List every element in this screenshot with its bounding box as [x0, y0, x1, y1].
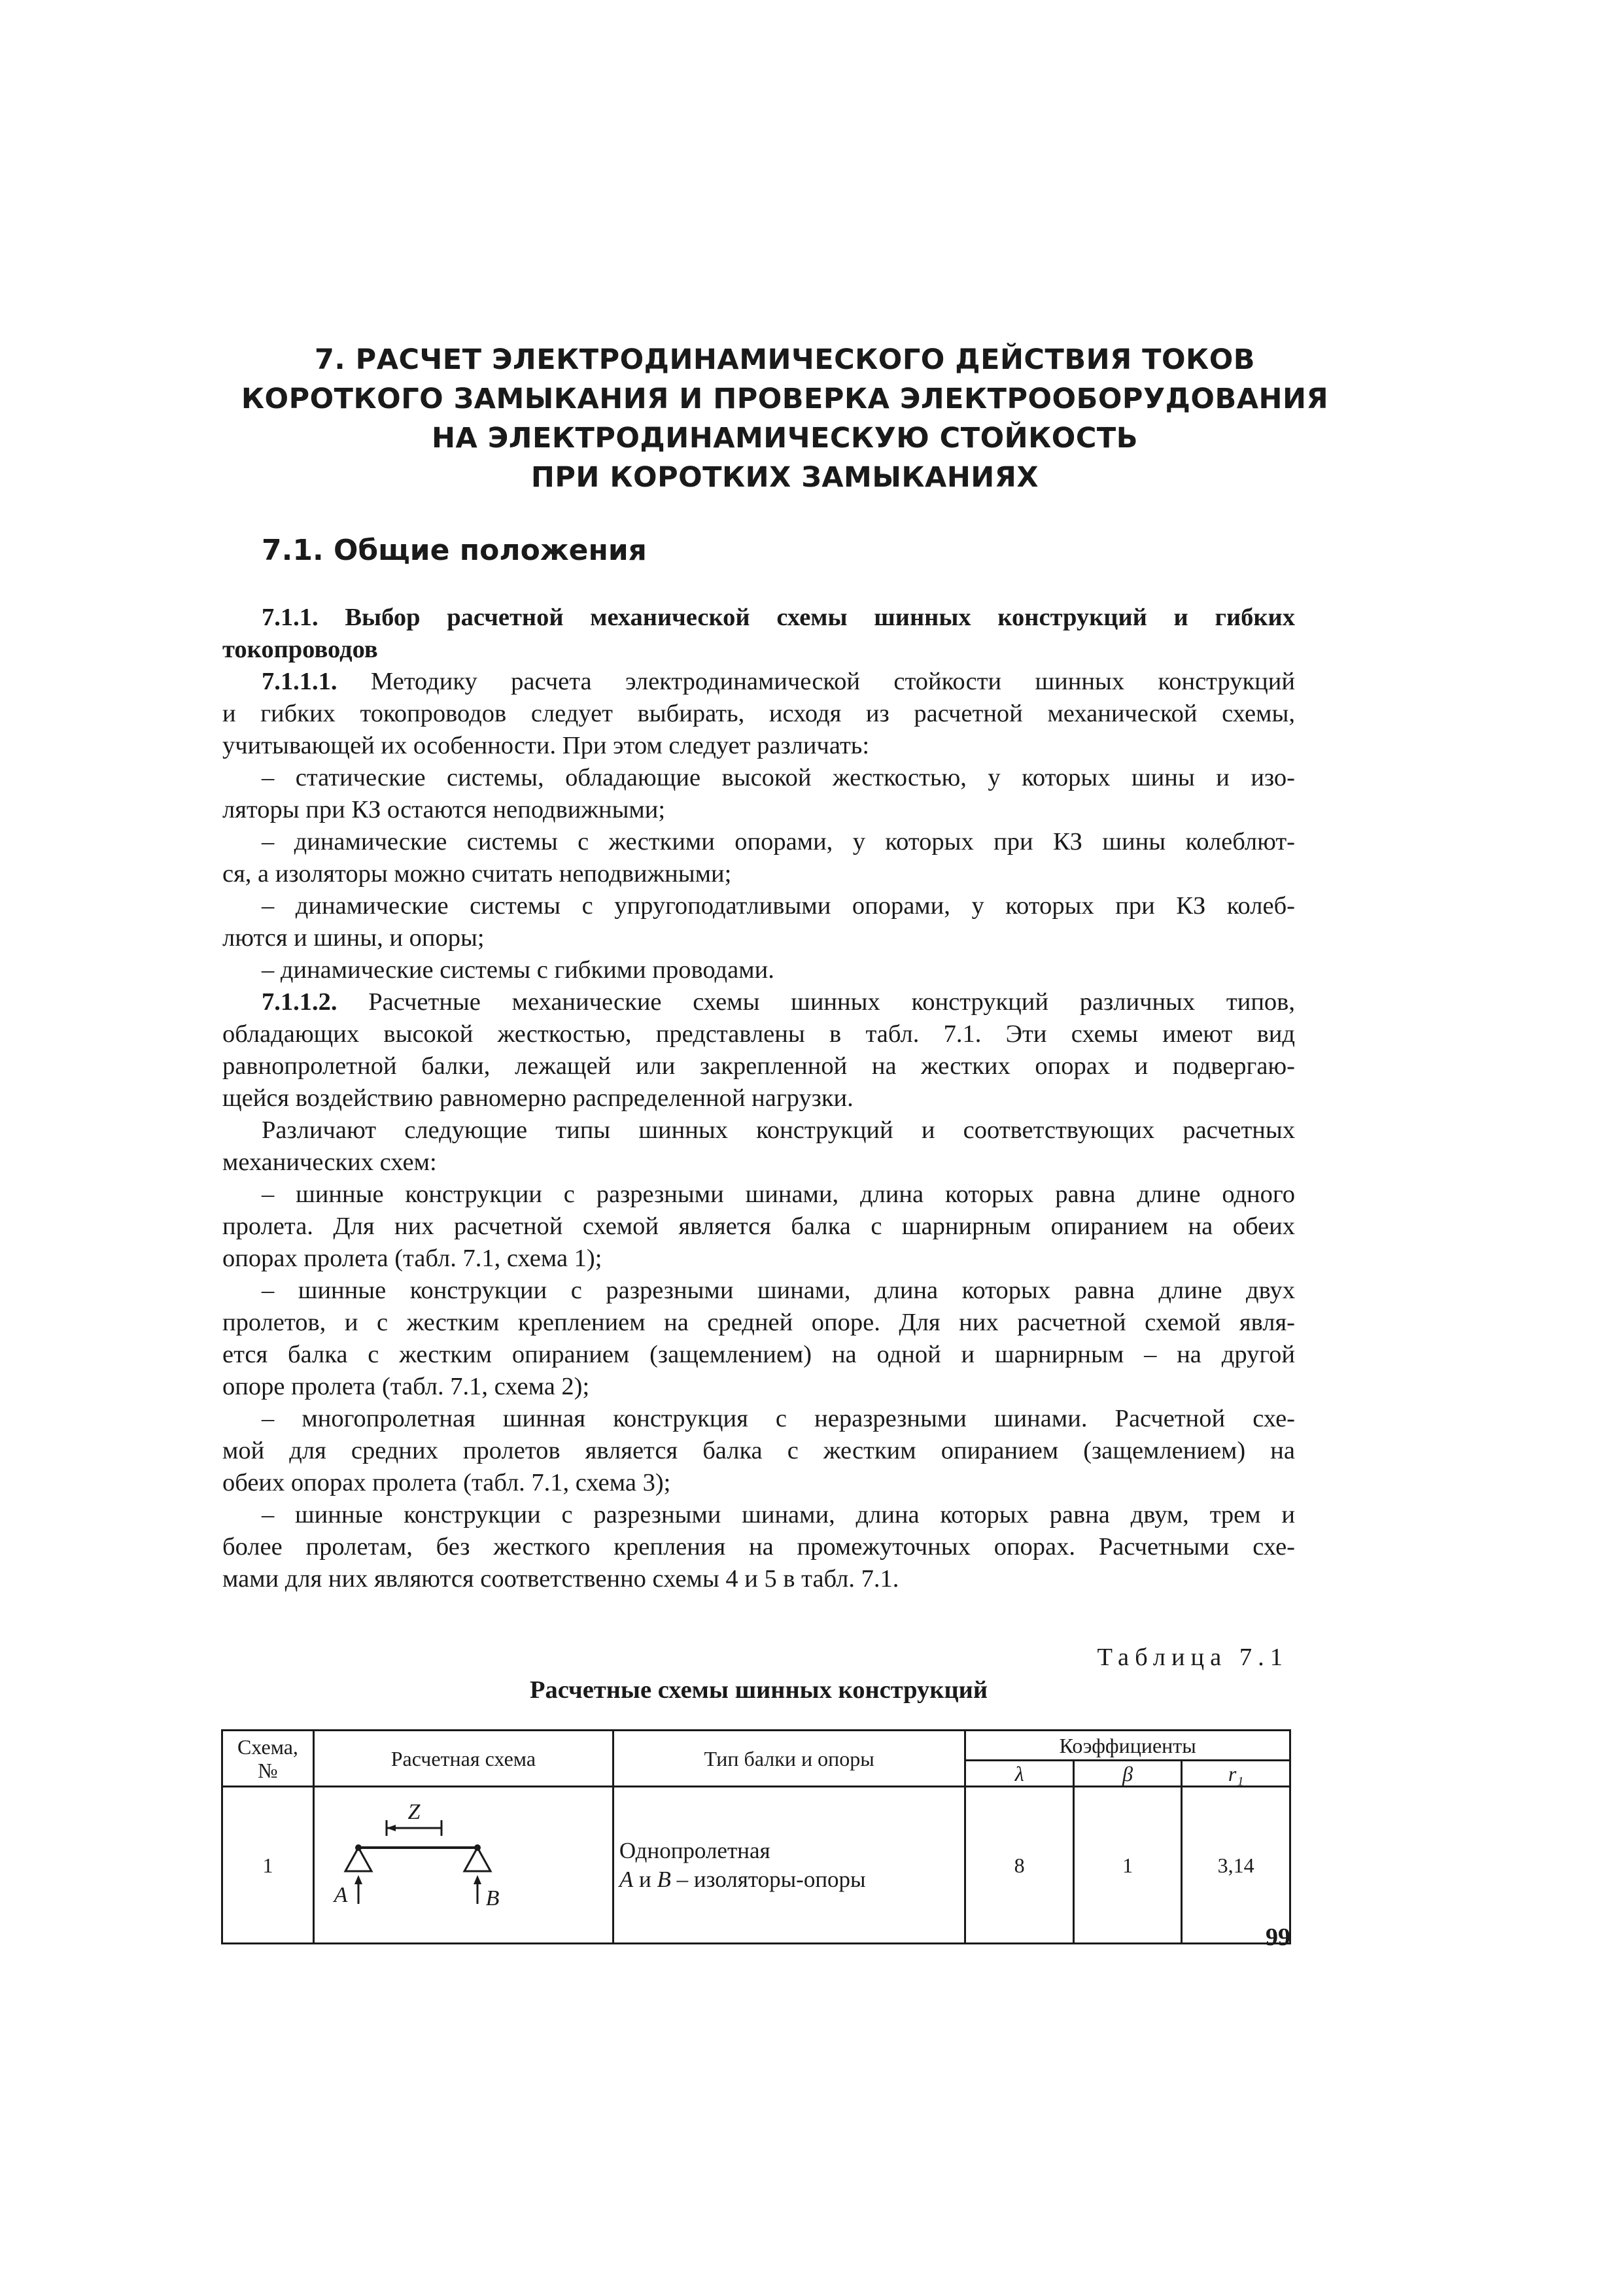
chapter-title-line: 7. РАСЧЕТ ЭЛЕКТРОДИНАМИЧЕСКОГО ДЕЙСТВИЯ ТОКОВ	[314, 343, 1256, 376]
list-item-line: более пролетам, без жесткого крепления на промежуточных опорах. Расчетными схе-	[222, 1533, 1295, 1561]
beam-type-line: A и B – изоляторы-опоры	[619, 1866, 866, 1892]
list-item-line: – шинные конструкции с разрезными шинами, длина которых равна длине двух	[262, 1277, 1295, 1304]
paragraph-line: и гибких токопроводов следует выбирать, исходя из расчетной механической схемы,	[222, 700, 1295, 727]
paragraph-line: равнопролетной балки, лежащей или закрепленной на жестких опорах и подвергаю-	[222, 1052, 1295, 1080]
table-row	[222, 1787, 1290, 1944]
subsection-heading-line: токопроводов	[222, 636, 378, 663]
subsection-heading-line: 7.1.1. Выбор расчетной механической схемы шинных конструкций и гибких	[262, 604, 1295, 631]
header-scheme: Расчетная схема	[313, 1731, 613, 1787]
list-item-line: пролетов, и с жестким креплением на средней опоре. Для них расчетной схемой явля-	[222, 1309, 1295, 1336]
dimension-arrowhead	[387, 1825, 396, 1831]
span-label: Z	[407, 1800, 421, 1824]
list-item-line: – многопролетная шинная конструкция с неразрезными шинами. Расчетной схе-	[262, 1405, 1295, 1432]
list-item-line: мами для них являются соответственно схемы 4 и 5 в табл. 7.1.	[222, 1565, 899, 1593]
paragraph-line: щейся воздействию равномерно распределенной нагрузки.	[222, 1084, 854, 1112]
schemes-table	[221, 1729, 1291, 1944]
body-text	[222, 602, 1295, 1595]
beam-type-line: Однопролетная	[619, 1837, 770, 1863]
header-scheme-no: Схема, №	[222, 1731, 314, 1787]
paragraph-line: механических схем:	[222, 1148, 437, 1176]
list-item-line: лются и шины, и опоры;	[222, 924, 485, 952]
paragraph-line: Различают следующие типы шинных конструкций и соответствующих расчетных	[262, 1116, 1295, 1144]
cell-r1: 3,14	[1182, 1787, 1290, 1944]
cell-scheme-no: 1	[222, 1787, 314, 1944]
header-beam-type: Тип балки и опоры	[613, 1731, 965, 1787]
clause-number: 7.1.1.1.	[262, 668, 337, 695]
paragraph-line: учитывающей их особенности. При этом следует различать:	[222, 732, 870, 759]
chapter-title-line: КОРОТКОГО ЗАМЫКАНИЯ И ПРОВЕРКА ЭЛЕКТРООБОРУДОВАНИЯ	[241, 383, 1329, 415]
cell-scheme-diagram	[313, 1787, 613, 1944]
support-label-a: A	[334, 1883, 348, 1907]
list-item-line: ляторы при КЗ остаются неподвижными;	[222, 796, 666, 823]
section-heading: 7.1. Общие положения	[262, 534, 647, 567]
header-coefficients: Коэффициенты	[965, 1731, 1290, 1761]
list-item-line: – шинные конструкции с разрезными шинами, длина которых равна длине одного	[262, 1181, 1295, 1208]
pin-support-left	[345, 1848, 371, 1871]
table-label: Таблица 7.1	[1097, 1644, 1288, 1671]
chapter-title-line: НА ЭЛЕКТРОДИНАМИЧЕСКУЮ СТОЙКОСТЬ	[432, 422, 1138, 455]
paragraph-line: 7.1.1.2. Расчетные механические схемы шинных конструкций различных типов,	[262, 988, 1295, 1016]
paragraph-line: обладающих высокой жесткостью, представлены в табл. 7.1. Эти схемы имеют вид	[222, 1020, 1295, 1048]
list-item-line: ся, а изоляторы можно считать неподвижными;	[222, 860, 732, 888]
reaction-arrowhead-left	[354, 1875, 362, 1884]
list-item-line: – динамические системы с жесткими опорами, у которых при КЗ шины колеблют-	[262, 828, 1295, 855]
reaction-arrowhead-right	[474, 1875, 481, 1884]
beam-scheme-diagram	[316, 1787, 610, 1938]
list-item-line: обеих опорах пролета (табл. 7.1, схема 3);	[222, 1469, 671, 1496]
clause-number: 7.1.1.2.	[262, 988, 337, 1016]
cell-beta: 1	[1073, 1787, 1181, 1944]
cell-lambda: 8	[965, 1787, 1073, 1944]
list-item-line: – динамические системы с упругоподатливыми опорами, у которых при КЗ колеб-	[262, 892, 1295, 920]
header-beta: β	[1073, 1761, 1181, 1787]
list-item-line: пролета. Для них расчетной схемой является балка с шарнирным опиранием на обеих	[222, 1213, 1295, 1240]
list-item-line: – статические системы, обладающие высокой жесткостью, у которых шины и изо-	[262, 764, 1295, 791]
table-caption: Расчетные схемы шинных конструкций	[529, 1676, 988, 1704]
cell-beam-type	[613, 1787, 965, 1944]
list-item-line: ется балка с жестким опиранием (защемлением) на одной и шарнирным – на другой	[222, 1341, 1295, 1368]
paragraph-line: 7.1.1.1. Методику расчета электродинамической стойкости шинных конструкций	[262, 668, 1295, 695]
header-r1: r₁	[1182, 1761, 1290, 1787]
chapter-title	[196, 340, 1373, 497]
list-item-line: мой для средних пролетов является балка с жестким опиранием (защемлением) на	[222, 1437, 1295, 1464]
list-item-line: – шинные конструкции с разрезными шинами, длина которых равна двум, трем и	[262, 1501, 1295, 1528]
header-lambda: λ	[965, 1761, 1073, 1787]
chapter-title-line: ПРИ КОРОТКИХ ЗАМЫКАНИЯХ	[530, 461, 1039, 494]
page-number: 99	[1266, 1924, 1290, 1951]
list-item-line: – динамические системы с гибкими проводами.	[262, 956, 774, 984]
support-label-b: B	[485, 1886, 500, 1910]
list-item-line: опорах пролета (табл. 7.1, схема 1);	[222, 1245, 602, 1272]
pin-support-right	[464, 1848, 491, 1871]
list-item-line: опоре пролета (табл. 7.1, схема 2);	[222, 1373, 590, 1400]
